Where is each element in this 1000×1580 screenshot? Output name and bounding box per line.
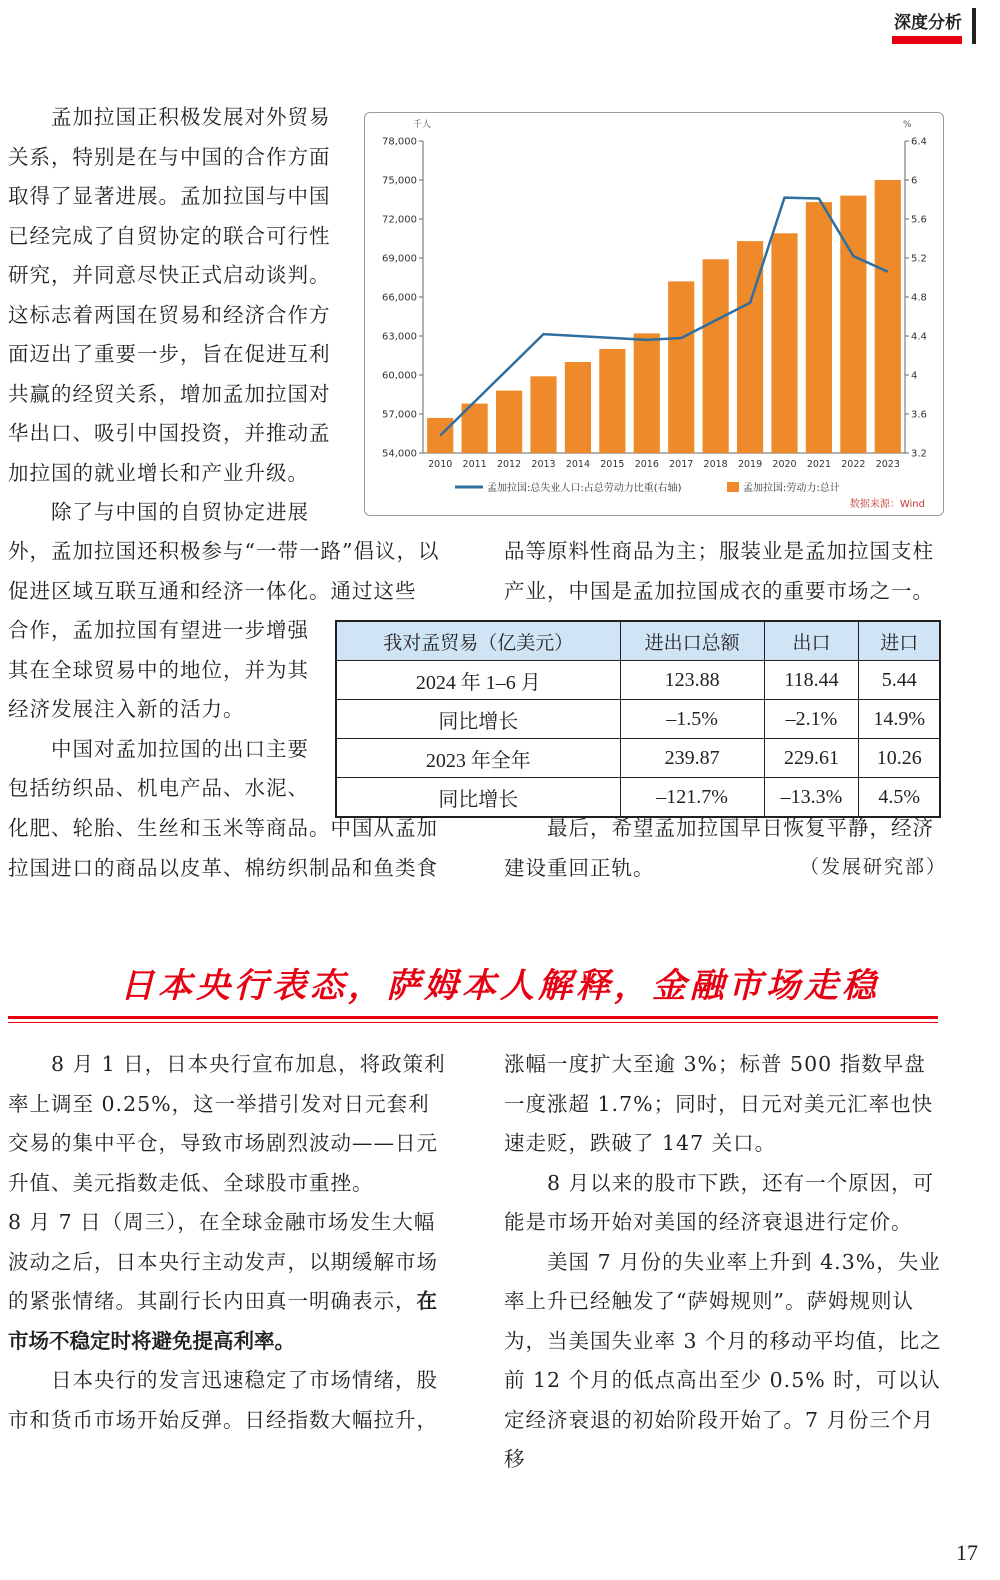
paragraph: 最后，希望孟加拉国早日恢复平静，经济建设重回正轨。	[504, 816, 935, 880]
x-tick-label: 2019	[737, 459, 763, 470]
bar-2017	[668, 281, 694, 453]
right-axis-unit: %	[903, 120, 912, 130]
chart-source: 数据来源：Wind	[849, 499, 925, 510]
left-tick-label: 66,000	[382, 292, 417, 304]
paragraph: 外，孟加拉国还积极参与“一带一路”倡议，以促进区域互联互通和经济一体化。通过这些	[8, 539, 440, 603]
x-tick-label: 2012	[496, 459, 522, 470]
bar-2023	[875, 180, 901, 453]
table-cell: 4.5%	[859, 778, 940, 818]
left-tick-label: 78,000	[382, 136, 417, 148]
table-header: 进口	[859, 621, 940, 661]
table-cell: 229.61	[764, 739, 859, 778]
x-tick-label: 2016	[634, 459, 659, 470]
table-cell: 118.44	[764, 661, 859, 700]
right-tick-label: 5.6	[911, 214, 927, 226]
paragraph: 化肥、轮胎、生丝和玉米等商品。中国从孟加拉国进口的商品以皮革、棉纺织制品和鱼类食	[8, 816, 438, 880]
article2-right-col	[504, 1045, 944, 1480]
section-label: 深度分析	[894, 13, 962, 33]
article1-left-bottom	[8, 809, 448, 888]
paragraph: 8 月以来的股市下跌，还有一个原因，可能是市场开始对美国的经济衰退进行定价。	[504, 1170, 935, 1234]
table-row	[336, 739, 940, 778]
paragraph: 日本央行的发言迅速稳定了市场情绪，股市和货币市场开始反弹。日经指数大幅拉升，	[8, 1368, 439, 1432]
paragraph: 合作，孟加拉国有望进一步增强其在全球贸易中的地位，并为其经济发展注入新的活力。	[8, 618, 309, 721]
article1-left-top	[8, 98, 346, 533]
table-cell: 2023 年全年	[336, 739, 620, 778]
table-cell: –1.5%	[620, 700, 764, 739]
table-cell: 2024 年 1–6 月	[336, 661, 620, 700]
paragraph: 8 月 7 日（周三），在全球金融市场发生大幅波动之后，日本央行主动发声，以期缓解市场的紧张情绪。其副行长内田真一明确表示，	[8, 1210, 438, 1313]
page-number: 17	[956, 1540, 978, 1565]
title-rule	[8, 1016, 938, 1019]
x-tick-label: 2015	[600, 459, 625, 470]
x-tick-label: 2023	[875, 459, 900, 470]
table-cell: –13.3%	[764, 778, 859, 818]
paragraph: 孟加拉国正积极发展对外贸易关系，特别是在与中国的合作方面取得了显著进展。孟加拉国与中国已经完成了自贸协定的联合可行性研究，并同意尽快正式启动谈判。这标志着两国在贸易和经济合作方面迈出了重要一步，旨在促进互利共赢的经贸关系，增加孟加拉国对华出口、吸引中国投资，并推动孟加拉国的就业增长和产业升级。	[8, 105, 331, 485]
header-divider	[972, 8, 976, 44]
table-cell: 14.9%	[859, 700, 940, 739]
table-header: 出口	[764, 621, 859, 661]
left-axis-unit: 千人	[413, 120, 432, 130]
table-row	[336, 700, 940, 739]
legend-line-label: 孟加拉国:总失业人口:占总劳动力比重(右轴)	[487, 483, 682, 494]
bar-2018	[703, 259, 729, 453]
x-tick-label: 2014	[565, 459, 591, 470]
table-cell: –121.7%	[620, 778, 764, 818]
bar-2015	[599, 349, 625, 453]
table-cell: 5.44	[859, 661, 940, 700]
right-tick-label: 5.2	[911, 253, 927, 265]
paragraph: 除了与中国的自贸协定进展	[51, 500, 310, 524]
table-header: 进出口总额	[620, 621, 764, 661]
bar-2012	[496, 391, 522, 453]
left-tick-label: 72,000	[382, 214, 417, 226]
table-cell: 239.87	[620, 739, 764, 778]
right-tick-label: 3.6	[911, 409, 927, 421]
right-tick-label: 4	[911, 370, 918, 382]
table-cell: 同比增长	[336, 700, 620, 739]
bar-2013	[530, 376, 556, 453]
right-tick-label: 6.4	[911, 136, 927, 148]
paragraph: 美国 7 月份的失业率上升到 4.3%，失业率上升已经触发了“萨姆规则”。萨姆规则认为，当美国失业率 3 个月的移动平均值，比之前 12 个月的低点高出至少 0.5% 时，可以认定经济衰退的初始阶段开始了。7 月份三个月移	[504, 1249, 942, 1471]
bar-2020	[771, 233, 797, 453]
labor-force-chart	[365, 113, 943, 515]
right-tick-label: 4.8	[911, 292, 927, 304]
byline: （发展研究部）	[800, 856, 948, 878]
x-tick-label: 2021	[806, 459, 832, 470]
trade-table	[335, 620, 941, 818]
table-row	[336, 661, 940, 700]
bar-2014	[565, 362, 591, 453]
article1-right-top	[504, 532, 944, 611]
table-cell: 123.88	[620, 661, 764, 700]
left-tick-label: 69,000	[382, 253, 417, 265]
x-tick-label: 2020	[772, 459, 797, 470]
title-rule-thin	[8, 1022, 938, 1023]
legend-bar-swatch	[727, 482, 739, 492]
chart-panel	[364, 112, 944, 516]
header-accent-bar	[892, 36, 962, 44]
paragraph: 涨幅一度扩大至逾 3%；标普 500 指数早盘一度涨超 1.7%；同时，日元对美元汇率也快速走贬，跌破了 147 关口。	[504, 1052, 934, 1155]
x-tick-label: 2018	[703, 459, 728, 470]
article2-left-col	[8, 1045, 448, 1440]
table-header-row	[336, 621, 940, 661]
article1-left-mid	[8, 532, 448, 611]
bar-2022	[840, 196, 866, 453]
article1-left-table-side	[8, 611, 320, 809]
table-cell: 10.26	[859, 739, 940, 778]
x-tick-label: 2022	[841, 459, 866, 470]
x-tick-label: 2011	[462, 459, 487, 470]
left-tick-label: 75,000	[382, 175, 417, 187]
legend-bar-label: 孟加拉国:劳动力:总计	[743, 483, 840, 494]
x-tick-label: 2017	[669, 459, 694, 470]
left-tick-label: 54,000	[382, 448, 417, 460]
paragraph: 中国对孟加拉国的出口主要包括纺织品、机电产品、水泥、	[8, 736, 310, 800]
table-header: 我对孟贸易（亿美元）	[336, 621, 620, 661]
right-tick-label: 3.2	[911, 448, 927, 460]
left-tick-label: 60,000	[382, 370, 417, 382]
paragraph: 8 月 1 日，日本央行宣布加息，将政策利率上调至 0.25%，这一举措引发对日元套利交易的集中平仓，导致市场剧烈波动——日元升值、美元指数走低、全球股市重挫。	[8, 1052, 446, 1195]
article2-title: 日本央行表态，萨姆本人解释，金融市场走稳	[120, 966, 880, 1006]
bar-2016	[634, 333, 660, 453]
right-tick-label: 4.4	[911, 331, 927, 343]
x-tick-label: 2010	[428, 459, 453, 470]
table-cell: 同比增长	[336, 778, 620, 818]
table-cell: –2.1%	[764, 700, 859, 739]
paragraph: 品等原料性商品为主；服装业是孟加拉国支柱产业，中国是孟加拉国成衣的重要市场之一。	[504, 539, 934, 603]
x-tick-label: 2013	[531, 459, 556, 470]
left-tick-label: 63,000	[382, 331, 417, 343]
emphasis-text: 在市场不稳定时将避免提高利率。	[8, 1289, 437, 1353]
right-tick-label: 6	[911, 175, 918, 187]
left-tick-label: 57,000	[382, 409, 417, 421]
table-row	[336, 778, 940, 818]
bar-2021	[806, 202, 832, 453]
